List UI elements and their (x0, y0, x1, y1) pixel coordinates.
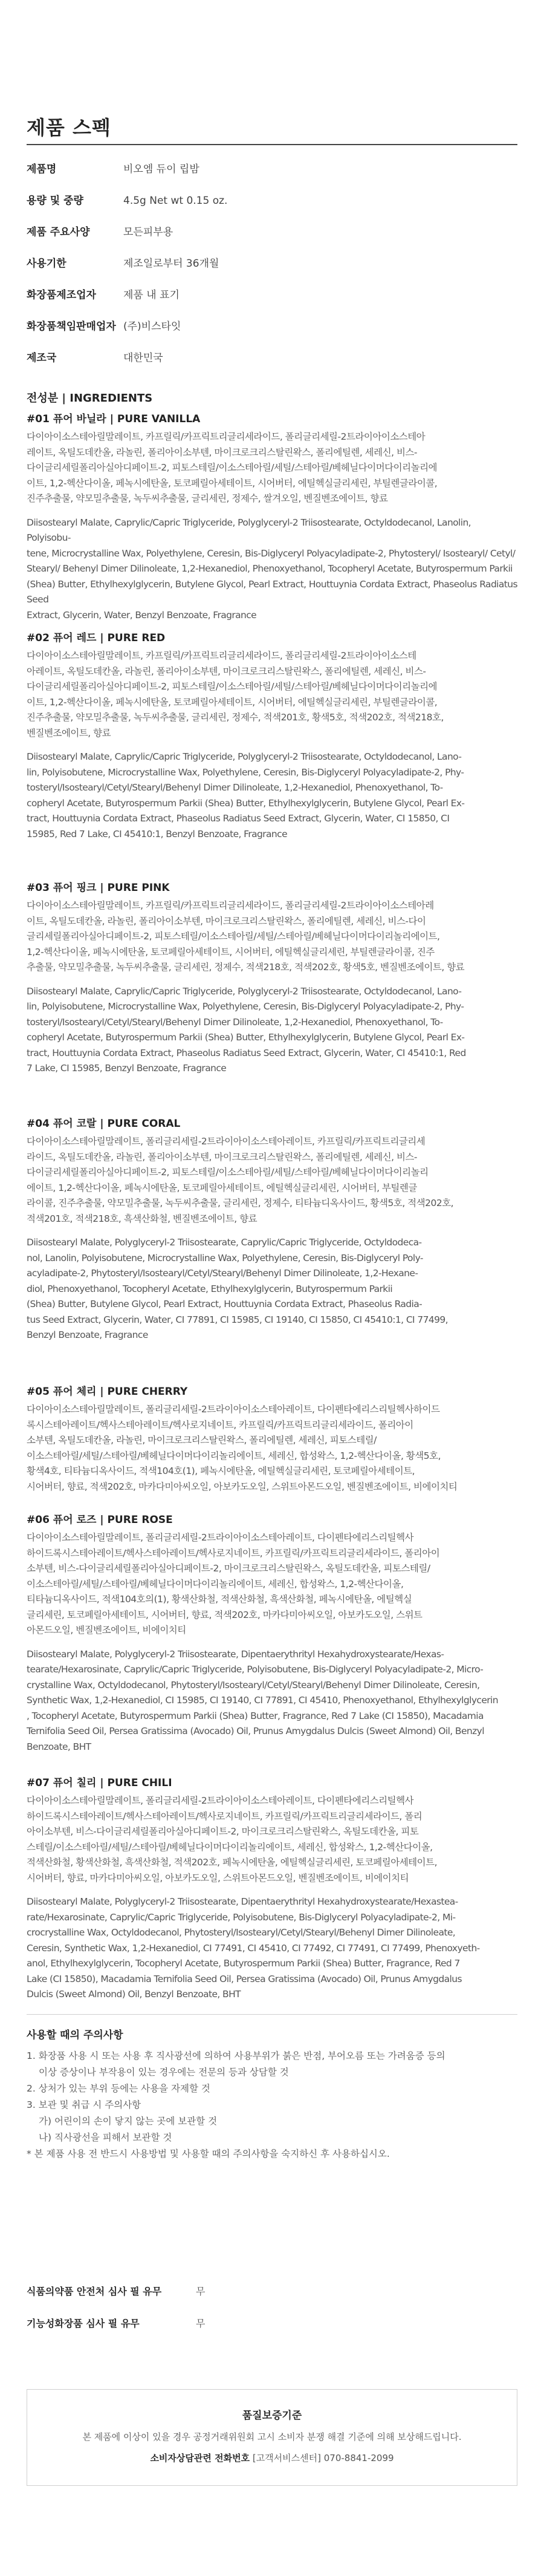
product-pure-red (27, 630, 517, 842)
section-divider (27, 2014, 517, 2015)
spec-value: (주)비스타잇 (123, 321, 181, 333)
product-title: #06 퓨어 로즈 | PURE ROSE (27, 1514, 173, 1526)
spec-value: 모든피부용 (123, 226, 173, 238)
ingredients-english: Diisostearyl Malate, Caprylic/Capric Triglyceride, Polyglyceryl-2 Triisostearate, Octyldodecanol, Lano- lin, Polyisobutene, Microcrystalline Wax, Polyethylene, Ceresin, Bis-Diglyceryl Polyacyladipate-2, Phy- tosteryl/Isostearyl/Cetyl/Stearyl/Behenyl Dimer Dilinoleate, 1,2-Hexanediol, Phenoxyethanol, To- copheryl Acetate, Butyrospermum Parkii (Shea) Butter, Ethylhexylglycerin, Butylene Glycol, Pearl Ex- tract, Houttuynia Cordata Extract, Phaseolus Radiatus Seed Extract, Glycerin, Water, CI 45410:1, Red 7 Lake, CI 15985, Benzyl Benzoate, Fragrance (27, 985, 466, 1074)
spec-row-expiry (27, 256, 517, 271)
spec-value: 제품 내 표기 (123, 289, 180, 301)
quality-text: 본 제품에 이상이 있을 경우 공정거래위원회 고시 소비자 분쟁 해결 기준에 의해 보상해드립니다. (82, 2431, 462, 2442)
ingredients-korean: 다이아이소스테아릴말레이트, 폴리글리세릴-2트라이아이소스테아레이트, 카프릴릭/카프릭트리글리세 라이드, 옥틸도데칸올, 라놀린, 폴리아이소부텐, 마이크로크리스탈린왁스, 폴리에틸렌, 세레신, 비스- 다이글리세릴폴리아실아디페이트-2, 피토스테릴/이소스테아릴/세틸/스테아릴/베헤닐다이머다이리놀리 에이트, 1,2-헥산다이올, 페녹시에탄올, 토코페릴아세테이트, 에틸헥실글리세린, 시어버터, 부틸렌글 라이콜, 진주추출물, 약모밀추출물, 녹두씨추출물, 글리세린, 정제수, 티타늄디옥사이드, 황색5호, 적색202호, 적색201호, 적색218호, 흑색산화철, 벤질벤조에이트, 향료 (27, 1136, 454, 1224)
ingredients-english: Diisostearyl Malate, Polyglyceryl-2 Triisostearate, Dipentaerythrityl Hexahydroxystearate/Hexas- tearate/Hexarosinate, Caprylic/Capric Triglyceride, Polyisobutene, Bis-Diglyceryl Polyacyladipate-2, Micro- crystalline Wax, Octyldodecanol, Phytosteryl/Isostearyl/Cetyl/Stearyl/Behenyl Dimer Dilinoleate, Ceresin, Synthetic Wax, 1,2-Hexanediol, CI 15985, CI 19140, CI 77891, CI 45410, Phenoxyethanol, Ethylhexylglycerin , Tocopheryl Acetate, Butyrospermum Parkii (Shea) Butter, Fragrance, Red 7 Lake (CI 15850), Macadamia Ternifolia Seed Oil, Persea Gratissima (Avocado) Oil, Prunus Amygdalus Dulcis (Sweet Almond) Oil, Benzyl Benzoate, BHT (27, 1648, 498, 1752)
ingredients-english: Diisostearyl Malate, Caprylic/Capric Triglyceride, Polyglyceryl-2 Triisostearate, Octyldodecanol, Lano- lin, Polyisobutene, Microcrystalline Wax, Polyethylene, Ceresin, Bis-Diglyceryl Polyacyladipate-2, Phy- tosteryl/Isostearyl/Cetyl/Stearyl/Behenyl Dimer Dilinoleate, 1,2-Hexanediol, Phenoxyethanol, To- copheryl Acetate, Butyrospermum Parkii (Shea) Butter, Ethylhexylglycerin, Butylene Glycol, Pearl Ex- tract, Houttuynia Cordata Extract, Phaseolus Radiatus Seed Extract, Glycerin, Water, CI 15850, CI 15985, Red 7 Lake, CI 45410:1, Benzyl Benzoate, Fragrance (27, 751, 465, 840)
product-title: #04 퓨어 코랄 | PURE CORAL (27, 1118, 181, 1130)
ingredients-korean: 다이아이소스테아릴말레이트, 카프릴릭/카프릭트리글리세라이드, 폴리글리세릴-2트라이아이소스테 아레이트, 옥틸도데칸올, 라놀린, 폴리아이소부텐, 마이크로크리스탈린왁스, 폴리에틸렌, 세레신, 비스- 다이글리세릴폴리아실아디페이트-2, 피토스테릴/이소스테아릴/세틸/스테아릴/베헤닐다이머다이리놀리에 이트, 1,2-헥산다이올, 페녹시에탄올, 토코페릴아세테이트, 시어버터, 에틸헥실글리세린, 부틸렌글라이콜, 진주추출물, 약모밀추출물, 녹두씨추출물, 글리세린, 정제수, 적색201호, 황색5호, 적색202호, 적색218호, 벤질벤조에이트, 향료 (27, 650, 444, 739)
contact-value: [고객서비스센터] 070-8841-2099 (252, 2453, 394, 2464)
spec-label: 용량 및 중량 (27, 195, 83, 207)
page-title: 제품 스펙 (27, 116, 111, 139)
spec-row-volume (27, 194, 517, 208)
ingredients-korean: 다이아이소스테아릴말레이트, 폴리글리세릴-2트라이아이소스테아레이트, 다이펜타에리스리틸헥사 하이드록시스테아레이트/헥사스테아레이트/헥사로지네이트, 카프릴릭/카프릭트리글리세라이드, 폴리 아이소부텐, 비스-다이글리세릴폴리아실아디페이트-2, 마이크로크리스탈린왁스, 옥틸도데칸올, 피토 스테릴/이소스테아릴/세틸/스테아릴/베헤닐다이머다이리놀리에이트, 세레신, 합성왁스, 1,2-헥산다이올, 적색산화철, 황색산화철, 흑색산화철, 적색202호, 페녹시에탄올, 에틸헥실글리세린, 토코페릴아세테이트, 시어버터, 향료, 마카다미아씨오일, 아보카도오일, 스위트아몬드오일, 벤질벤조에이트, 비에이치티 (27, 1795, 438, 1883)
review-row-functional (27, 2317, 517, 2331)
spec-label: 화장품책임판매업자 (27, 321, 116, 333)
review-value: 무 (196, 2286, 206, 2297)
precaution-line: 2. 상처가 있는 부위 등에는 사용을 자제할 것 (27, 2083, 210, 2094)
consumer-contact (27, 2451, 517, 2464)
ingredients-english: Diisostearyl Malate, Polyglyceryl-2 Triisostearate, Dipentaerythrityl Hexahydroxystearate/Hexastea- rate/Hexarosinate, Caprylic/Capric Triglyceride, Polyisobutene, Bis-Diglyceryl Polyacyladipate-2, Mi- crocrystalline Wax, Octyldodecanol, Phytosteryl/Isostearyl/Cetyl/Stearyl/Behenyl Dimer Dilinoleate, Ceresin, Synthetic Wax, 1,2-Hexanediol, CI 77491, CI 45410, CI 77492, CI 77491, CI 77499, Phenoxyeth- anol, Ethylhexylglycerin, Tocopheryl Acetate, Butyrospermum Parkii (Shea) Butter, Fragrance, Red 7 Lake (CI 15850), Macadamia Ternifolia Seed Oil, Persea Gratissima (Avocado) Oil, Prunus Amygdalus Dulcis (Sweet Almond) Oil, Benzyl Benzoate, BHT (27, 1896, 480, 2000)
spec-value: 제조일로부터 36개월 (123, 258, 219, 270)
product-pure-coral (27, 1116, 517, 1343)
title-divider (27, 144, 517, 145)
ingredients-korean: 다이아이소스테아릴말레이트, 폴리글리세릴-2트라이아이소스테아레이트, 다이펜타에리스리틸헥사 하이드록시스테아레이트/헥사스테아레이트/헥사로지네이트, 카프릴릭/카프릭트리글리세라이드, 폴리아이 소부텐, 비스-다이글리세릴폴리아실아디페이트-2, 마이크로크리스탈린왁스, 옥틸도데칸올, 피토스테릴/ 이소스테아릴/세틸/스테아릴/베헤닐다이머다이리놀리에이트, 세레신, 합성왁스, 1,2-헥산다이올, 티타늄디옥사이드, 적색104호의(1), 황색산화철, 적색산화철, 흑색산화철, 페녹시에탄올, 에틸헥실 글리세린, 토코페릴아세테이트, 시어버터, 향료, 적색202호, 마카다미아씨오일, 아보카도오일, 스위트 아몬드오일, 벤질벤조에이트, 비에이치티 (27, 1532, 440, 1635)
review-value: 무 (196, 2318, 206, 2329)
precaution-line: 가) 어린이의 손이 닿지 않는 곳에 보관할 것 (39, 2116, 218, 2127)
spec-value: 4.5g Net wt 0.15 oz. (123, 195, 228, 207)
product-title: #02 퓨어 레드 | PURE RED (27, 632, 166, 644)
ingredients-title: 전성분 | INGREDIENTS (27, 392, 153, 405)
spec-value: 비오엠 듀이 립밤 (123, 163, 199, 175)
ingredients-korean: 다이아이소스테아릴말레이트, 폴리글리세릴-2트라이아이소스테아레이트, 다이펜타에리스리틸헥사하이드 록시스테아레이트/헥사스테아레이트/헥사로지네이트, 카프릴릭/카프릭트리글리세라이드, 폴리아이 소부텐, 옥틸도데칸올, 라놀린, 마이크로크리스탈린왁스, 폴리에틸렌, 세레신, 피토스테릴/ 이소스테아릴/세틸/스테아릴/베헤닐다이머다이리놀리에이트, 세레신, 합성왁스, 1,2-헥산다이올, 황색5호, 황색4호, 티타늄디옥사이드, 적색104호(1), 페녹시에탄올, 에틸헥실글리세린, 토코페릴아세테이트, 시어버터, 향료, 적색202호, 마카다미아씨오일, 아보카도오일, 스위트아몬드오일, 벤질벤조에이트, 비에이치티 (27, 1404, 458, 1492)
ingredients-korean: 다이아이소스테아릴말레이트, 카프릴릭/카프릭트리글리세라이드, 폴리글리세릴-2트라이아이소스테아 레이트, 옥틸도데칸올, 라놀린, 폴리아이소부텐, 마이크로크리스탈린왁스, 폴리에틸렌, 세레신, 비스- 다이글리세릴폴리아실아디페이트-2, 피토스테릴/이소스테아릴/세틸/스테아릴/베헤닐다이머다이리놀리에 이트, 1,2-헥산다이올, 페녹시에탄올, 토코페릴아세테이트, 시어버터, 에틸헥실글리세린, 부틸렌글라이콜, 진주추출물, 약모밀추출물, 녹두씨추출물, 글리세린, 정제수, 쌀겨오일, 벤질벤조에이트, 향료 (27, 431, 438, 504)
precaution-line: * 본 제품 사용 전 반드시 사용방법 및 사용할 때의 주의사항을 숙지하신 후 사용하십시오. (27, 2148, 390, 2159)
product-pure-cherry (27, 1384, 517, 1495)
product-title: #03 퓨어 핑크 | PURE PINK (27, 882, 170, 894)
spec-label: 제조국 (27, 352, 57, 364)
review-label: 식품의약품 안전처 심사 필 유무 (27, 2286, 162, 2297)
precaution-line: 3. 보관 및 취급 시 주의사항 (27, 2099, 141, 2110)
precaution-line: 1. 화장품 사용 시 또는 사용 후 직사광선에 의하여 사용부위가 붉은 반점, 부어오름 또는 가려움증 등의 (27, 2050, 445, 2061)
spec-value: 대한민국 (123, 352, 163, 364)
spec-row-country (27, 351, 517, 365)
spec-row-distributor (27, 319, 517, 334)
product-pure-chili (27, 1775, 517, 2003)
ingredients-english: Diisostearyl Malate, Polyglyceryl-2 Triisostearate, Caprylic/Capric Triglyceride, Octyldodeca- nol, Lanolin, Polyisobutene, Microcrystalline Wax, Polyethylene, Ceresin, Bis-Diglyceryl Poly- acyladipate-2, Phytosteryl/Isostearyl/Cetyl/Stearyl/Behenyl Dimer Dilinoleate, 1,2-Hexane- diol, Phenoxyethanol, Tocopheryl Acetate, Ethylhexylglycerin, Butyrospermum Parkii (Shea) Butter, Butylene Glycol, Pearl Extract, Houttuynia Cordata Extract, Phaseolus Radia- tus Seed Extract, Glycerin, Water, CI 77891, CI 15985, CI 19140, CI 15850, CI 45410:1, CI 77499, Benzyl Benzoate, Fragrance (27, 1237, 448, 1340)
product-title: #01 퓨어 바닐라 | PURE VANILLA (27, 413, 201, 425)
precautions-section (27, 2027, 517, 2162)
spec-row-product-name (27, 162, 517, 177)
product-title: #05 퓨어 체리 | PURE CHERRY (27, 1386, 188, 1398)
ingredients-english: Diisostearyl Malate, Caprylic/Capric Triglyceride, Polyglyceryl-2 Triisostearate, Octyldodecanol, Lanolin, Polyisobu- tene, Microcrystalline Wax, Polyethylene, Ceresin, Bis-Diglyceryl Polyacyladipate-2, Phytosteryl/ Isostearyl/ Cetyl/ Stearyl/ Behenyl Dimer Dilinoleate, 1,2-Hexanediol, Phenoxyethanol, Tocopheryl Acetate, Butyrospermum Parkii (Shea) Butter, Ethylhexylglycerin, Butylene Glycol, Pearl Extract, Houttuynia Cordata Extract, Phaseolus Radiatus Seed Extract, Glycerin, Water, Benzyl Benzoate, Fragrance (27, 517, 517, 621)
product-title: #07 퓨어 칠리 | PURE CHILI (27, 1777, 172, 1789)
spec-label: 제품 주요사양 (27, 226, 90, 238)
ingredients-korean: 다이아이소스테아릴말레이트, 카프릴릭/카프릭트리글리세라이드, 폴리글리세릴-2트라이아이소스테아레 이트, 옥틸도데칸올, 라놀린, 폴리아이소부텐, 마이크로크리스탈린왁스, 폴리에틸렌, 세레신, 비스-다이 글리세릴폴리아실아디페이트-2, 피토스테릴/이소스테아릴/세틸/스테아릴/베헤닐다이머다이리놀리에이트, 1,2-헥산다이올, 페녹시에탄올, 토코페릴아세테이트, 시어버터, 에틸헥실글리세린, 부틸렌글라이콜, 진주 추출물, 약모밀추출물, 녹두씨추출물, 글리세린, 정제수, 적색218호, 적색202호, 황색5호, 벤질벤조에이트, 향료 (27, 900, 465, 973)
spec-row-manufacturer (27, 288, 517, 302)
product-pure-vanilla (27, 411, 517, 623)
contact-label: 소비자상담관련 전화번호 (150, 2453, 250, 2464)
precaution-line: 나) 직사광선을 피해서 보관할 것 (39, 2132, 172, 2143)
quality-title: 품질보증기준 (242, 2410, 302, 2422)
review-row-mfds (27, 2284, 517, 2299)
product-pure-rose (27, 1512, 517, 1755)
precaution-line: 이상 증상이나 부작용이 있는 경우에는 전문의 등과 상담할 것 (39, 2067, 289, 2078)
quality-guarantee-box (27, 2389, 517, 2486)
spec-row-main-spec (27, 225, 517, 240)
review-label: 기능성화장품 심사 필 유무 (27, 2318, 140, 2329)
spec-label: 제품명 (27, 163, 57, 175)
product-pure-pink (27, 880, 517, 1077)
spec-label: 화장품제조업자 (27, 289, 96, 301)
spec-label: 사용기한 (27, 258, 66, 270)
precautions-title: 사용할 때의 주의사항 (27, 2029, 123, 2041)
